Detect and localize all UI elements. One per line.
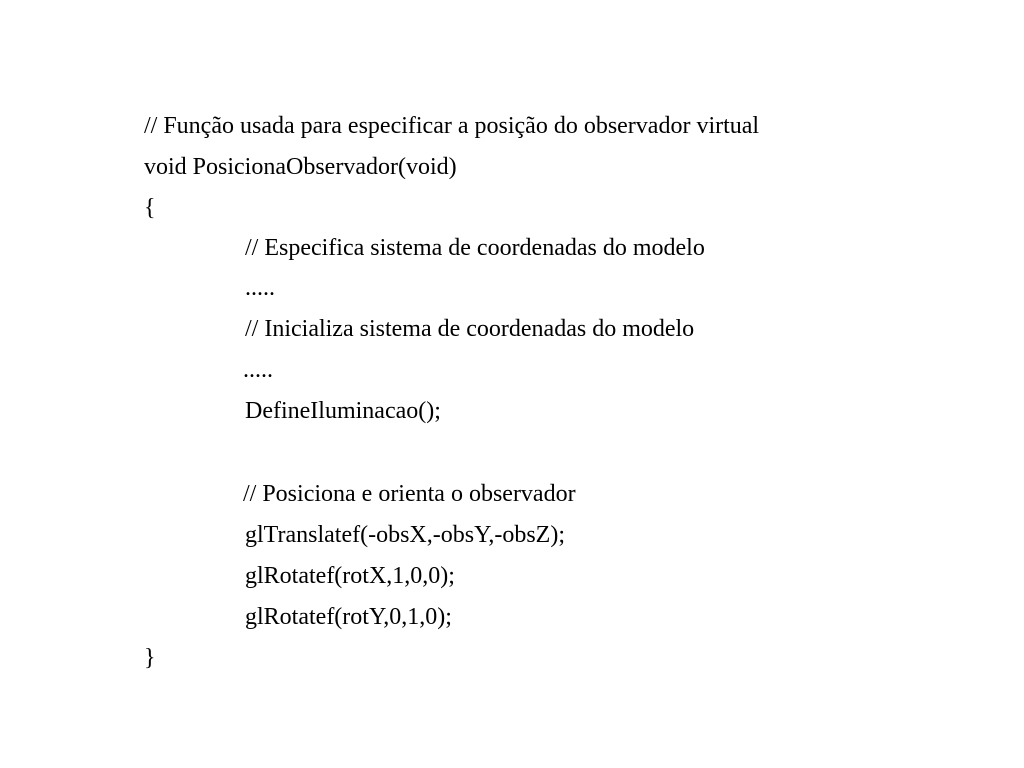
code-comment-positions: // Posiciona e orienta o observador bbox=[243, 481, 576, 507]
code-close-brace: } bbox=[144, 645, 156, 671]
code-function-signature: void PosicionaObservador(void) bbox=[144, 154, 457, 180]
code-comment-function: // Função usada para especificar a posição do observador virtual bbox=[144, 113, 760, 139]
code-ellipsis-1: ..... bbox=[245, 275, 275, 301]
code-open-brace: { bbox=[144, 195, 156, 221]
code-comment-specifies: // Especifica sistema de coordenadas do modelo bbox=[245, 235, 705, 261]
code-comment-initializes: // Inicializa sistema de coordenadas do modelo bbox=[245, 316, 695, 342]
code-ellipsis-2: ..... bbox=[243, 357, 273, 383]
code-define-lighting-call: DefineIluminacao(); bbox=[245, 398, 441, 424]
code-glrotatef-y-call: glRotatef(rotY,0,1,0); bbox=[245, 604, 452, 630]
code-gltranslatef-call: glTranslatef(-obsX,-obsY,-obsZ); bbox=[245, 522, 565, 548]
code-glrotatef-x-call: glRotatef(rotX,1,0,0); bbox=[245, 563, 455, 589]
